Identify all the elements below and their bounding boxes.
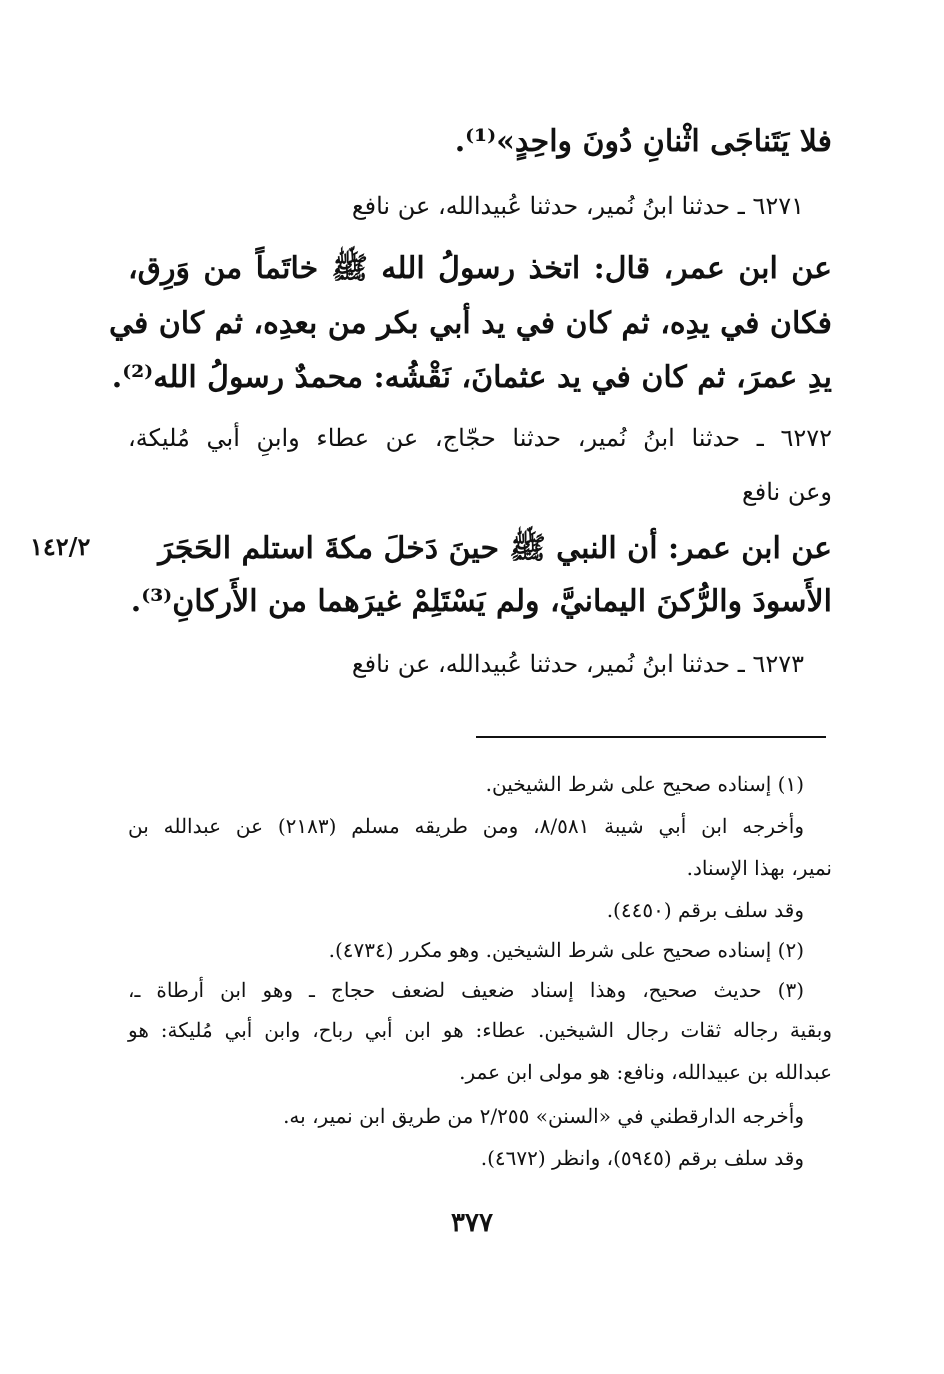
hadith-isnad-6272: ٦٢٧٢ ـ حدثنا ابنُ نُمير، حدثنا حجّاج، عن عطاء وابنِ أبي مُليكة، <box>128 424 832 452</box>
page-number: ٣٧٧ <box>451 1208 493 1238</box>
main-text-line: عن ابن عمر: أن النبي ﷺ حينَ دَخلَ مكةَ استلم الحَجَرَ <box>158 531 832 566</box>
footnote-line: وبقية رجاله ثقات رجال الشيخين. عطاء: هو ابن أبي رباح، وابن أبي مُليكة: هو <box>128 1018 832 1042</box>
footnote-divider <box>476 736 826 738</box>
hadith-isnad-6272-cont: وعن نافع <box>741 478 832 506</box>
main-text-line: عن ابن عمر، قال: اتخذ رسولُ الله ﷺ خاتَماً من وَرِق، <box>128 251 832 286</box>
footnote-line: نمير، بهذا الإسناد. <box>686 856 832 880</box>
footnote-line: (١) إسناده صحيح على شرط الشيخين. <box>485 772 804 796</box>
footnote-line: (٢) إسناده صحيح على شرط الشيخين. وهو مكرر (٤٧٣٤). <box>328 938 804 962</box>
main-text-line: يدِ عمرَ، ثم كان في يد عثمانَ، نَقْشُه: محمدٌ رسولُ الله⁽²⁾. <box>111 360 832 395</box>
footnote-line: وقد سلف برقم (٤٤٥٠). <box>606 898 804 922</box>
main-text-line: فكان في يدِه، ثم كان في يد أبي بكر من بعدِه، ثم كان في <box>108 306 832 341</box>
hadith-isnad-6271: ٦٢٧١ ـ حدثنا ابنُ نُمير، حدثنا عُبيدالله، عن نافع <box>351 192 804 220</box>
footnote-line: (٣) حديث صحيح، وهذا إسناد ضعيف لضعف حجاج ـ وهو ابن أرطاة ـ، <box>128 978 804 1002</box>
footnote-line: وقد سلف برقم (٥٩٤٥)، وانظر (٤٦٧٢). <box>480 1146 804 1170</box>
footnote-line: عبدالله بن عبيدالله، ونافع: هو مولى ابن عمر. <box>459 1060 832 1084</box>
main-text-line: الأَسودَ والرُّكنَ اليمانيَّ، ولم يَسْتَلِمْ غيرَهما من الأَركانِ⁽³⁾. <box>130 584 832 619</box>
margin-volume-page-ref: ١٤٢/٢ <box>30 532 91 561</box>
footnote-line: وأخرجه الدارقطني في «السنن» ٢/٢٥٥ من طريق ابن نمير، به. <box>283 1104 804 1128</box>
footnote-line: وأخرجه ابن أبي شيبة ٨/٥٨١، ومن طريقه مسلم (٢١٨٣) عن عبدالله بن <box>128 814 804 838</box>
main-text-line: فلا يَتَناجَى اثْنانِ دُونَ واحِدٍ»⁽¹⁾. <box>454 124 832 159</box>
hadith-isnad-6273: ٦٢٧٣ ـ حدثنا ابنُ نُمير، حدثنا عُبيدالله، عن نافع <box>351 650 804 678</box>
